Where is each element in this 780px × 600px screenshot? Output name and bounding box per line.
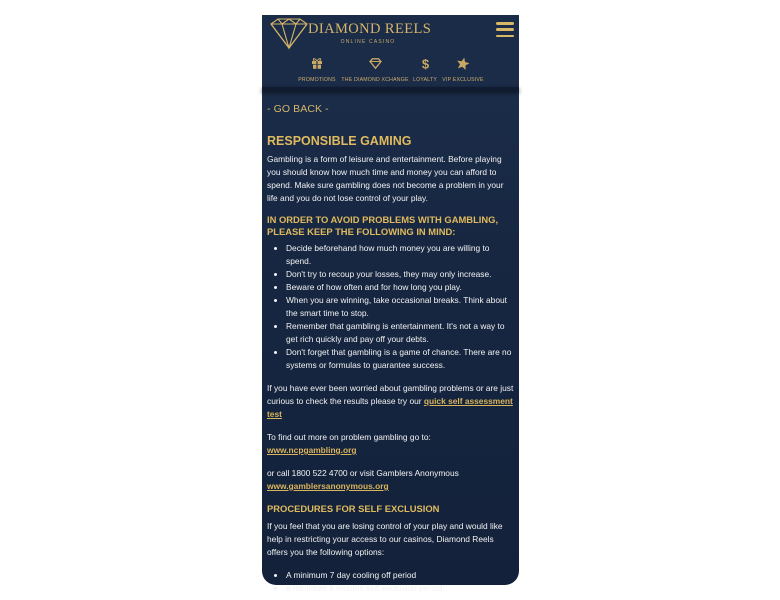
nav-label: VIP EXCLUSIVE <box>442 77 484 83</box>
list-item: • Remember that gambling is entertainment. It's not a way to get rich quickly and pay off your debts. <box>286 320 515 346</box>
menu-bar-icon <box>496 35 514 38</box>
ncp-gambling-link[interactable]: www.ncpgambling.org <box>267 445 357 455</box>
gift-icon <box>297 56 337 70</box>
list-item: • A minimum 7 day cooling off period <box>286 569 515 582</box>
self-exclusion-heading: PROCEDURES FOR SELF EXCLUSION <box>267 503 440 514</box>
self-exclusion-paragraph: If you feel that you are losing control of your play and would like help in restricting your access to our casinos, Diamond Reels offers you the following options: <box>267 521 503 557</box>
nav-item-promotions[interactable] <box>297 56 337 83</box>
call-paragraph <box>267 467 515 493</box>
nav-item-diamond-xchange[interactable] <box>340 56 410 83</box>
list-item: • Don't forget that gambling is a game of chance. There are no systems or formulas to guarantee success. <box>286 346 515 372</box>
nav-label: PROMOTIONS <box>298 77 336 83</box>
self-assessment-link[interactable]: quick self assessment test <box>267 396 513 419</box>
brand[interactable] <box>308 21 432 45</box>
worried-text: If you have ever been worried about gambling problems or are just curious to check the results please try our <box>267 383 514 406</box>
list-item: • Decide beforehand how much money you are willing to spend. <box>286 242 515 268</box>
tips-list <box>267 242 515 372</box>
gamblers-anonymous-link[interactable]: www.gamblersanonymous.org <box>267 481 389 491</box>
menu-bar-icon <box>496 28 514 31</box>
list-item: • Don't try to recoup your losses, they may only increase. <box>286 268 515 281</box>
main-content <box>267 101 515 595</box>
call-text: or call 1800 522 4700 or visit Gamblers Anonymous <box>267 468 459 478</box>
star-icon <box>441 56 485 70</box>
diamond-logo-icon[interactable] <box>267 18 311 50</box>
find-out-paragraph <box>267 431 515 457</box>
svg-text:$: $ <box>421 56 429 71</box>
brand-subtitle: ONLINE CASINO <box>340 39 396 45</box>
intro-paragraph: Gambling is a form of leisure and entertainment. Before playing you should know how much time and money you can afford to spend. Make sure gambling does not become a problem in your life and you do not lose control of your play. <box>267 154 504 203</box>
page-title: RESPONSIBLE GAMING <box>267 134 412 148</box>
phone-frame <box>262 15 519 593</box>
header <box>262 15 519 91</box>
menu-bar-icon <box>496 22 514 25</box>
list-item: • Beware of how often and for how long you play. <box>286 281 515 294</box>
nav-label: THE DIAMOND XCHANGE <box>341 77 409 83</box>
brand-title: DIAMOND REELS <box>308 21 432 37</box>
worried-paragraph <box>267 382 515 421</box>
nav-bar <box>262 56 519 86</box>
dollar-icon <box>410 56 440 70</box>
nav-item-loyalty[interactable] <box>410 56 440 83</box>
exclusion-options-list <box>267 569 515 595</box>
find-out-text: To find out more on problem gambling go to: <box>267 432 431 442</box>
hamburger-menu-button[interactable] <box>496 22 514 40</box>
go-back-link[interactable]: - GO BACK - <box>267 103 329 115</box>
diamond-icon <box>340 56 410 70</box>
nav-label: LOYALTY <box>413 77 437 83</box>
list-item: • a minimum 6 months self-exclusion period; <box>286 582 515 595</box>
nav-item-vip-exclusive[interactable] <box>441 56 485 83</box>
avoid-heading: IN ORDER TO AVOID PROBLEMS WITH GAMBLING, PLEASE KEEP THE FOLLOWING IN MIND: <box>267 214 499 237</box>
list-item: • When you are winning, take occasional breaks. Think about the smart time to stop. <box>286 294 515 320</box>
header-divider <box>262 87 519 91</box>
